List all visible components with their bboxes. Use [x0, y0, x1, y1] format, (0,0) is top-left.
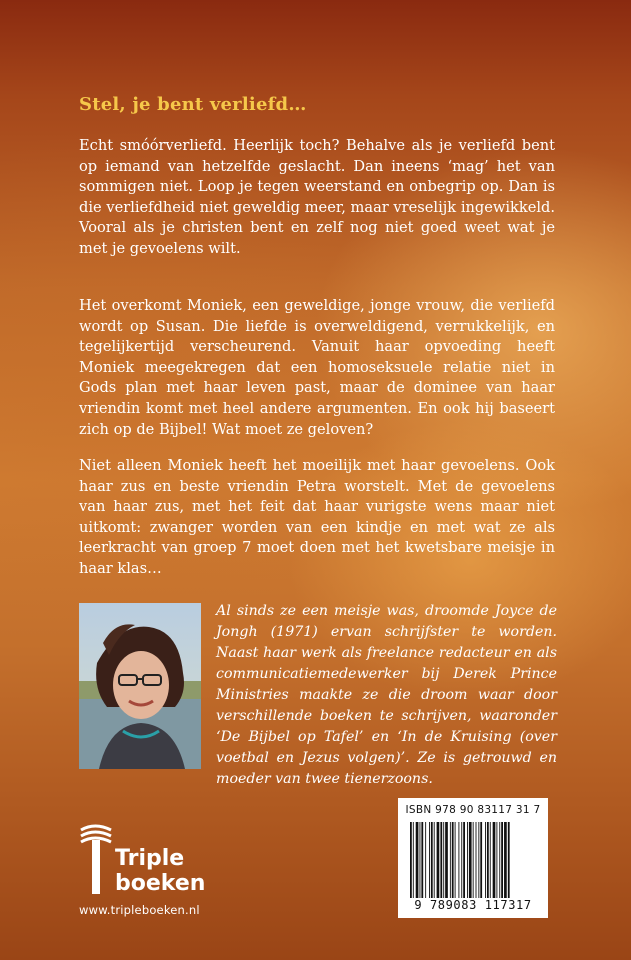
- back-cover-headline: Stel, je bent verliefd…: [79, 94, 307, 115]
- publisher-name-line1: Triple: [115, 846, 185, 871]
- author-bio: Al sinds ze een meisje was, droomde Joyce de Jongh (1971) ervan schrijfster te worden. Naast haar werk als freelance redacteur en als communicatiemedewerker bij Derek Prince Ministries maakte ze die droom waar door verschillende boeken te schrijven, waaronder ‘De Bijbel op Tafel’ en ‘In de Kruising (over voetbal en Jezus volgen)’. Ze is getrouwd en moeder van twee tienerzoons.: [216, 603, 557, 787]
- author-photo: [79, 603, 201, 769]
- publisher-logo: [79, 818, 239, 898]
- isbn-label: ISBN 978 90 83117 31 7: [405, 804, 541, 816]
- isbn-barcode: [398, 798, 548, 918]
- blurb-paragraph-3: Niet alleen Moniek heeft het moeilijk met haar gevoelens. Ook haar zus en beste vriendin Petra worstelt. Met de gevoelens van haar zus, met het feit dat haar vurigste wens maar niet uitkomt: zwanger worden van een kindje en met wat ze als leerkracht van groep 7 moet doen met het kwetsbare meisje in haar klas…: [79, 457, 555, 577]
- blurb-paragraph-1: Echt smóórverliefd. Heerlijk toch? Behalve als je verliefd bent op iemand van hetzelfde geslacht. Dan ineens ‘mag’ het van sommigen niet. Loop je tegen weerstand en onbegrip op. Dan is die verliefdheid niet geweldig meer, maar vreselijk ingewikkeld. Vooral als je christen bent en zelf nog niet goed weet wat je met je gevoelens wilt.: [79, 137, 555, 257]
- publisher-name-line2: boeken: [115, 871, 206, 896]
- ean-digits: 9 789083 117317: [414, 898, 532, 912]
- publisher-website: www.tripleboeken.nl: [79, 903, 200, 917]
- triple-t-icon: [79, 818, 115, 898]
- blurb-paragraph-2: Het overkomt Moniek, een geweldige, jonge vrouw, die verliefd wordt op Susan. Die liefde is overweldigend, verrukkelijk, en tegelijkertijd verscheurend. Vanuit haar opvoeding heeft Moniek meegekregen dat een homoseksuele relatie niet in Gods plan met haar leven past, maar de dominee van haar vriendin komt met heel andere argumenten. En ook hij baseert zich op de Bijbel! Wat moet ze geloven?: [79, 297, 555, 438]
- barcode-bars: [410, 822, 536, 898]
